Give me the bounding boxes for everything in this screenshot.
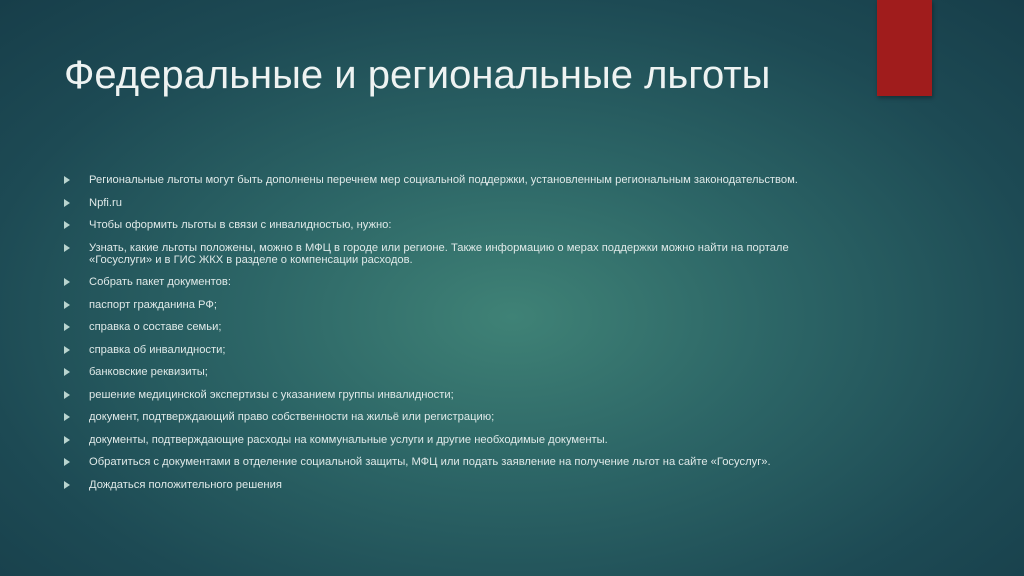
list-item-text: справка об инвалидности; xyxy=(89,343,226,356)
list-item xyxy=(64,344,804,356)
accent-bar xyxy=(877,0,932,96)
bullet-list xyxy=(64,174,804,501)
list-item xyxy=(64,219,804,231)
list-item xyxy=(64,174,804,186)
list-item-text: справка о составе семьи; xyxy=(89,321,222,333)
triangle-right-icon xyxy=(64,323,70,331)
list-item xyxy=(64,434,804,446)
list-item xyxy=(64,411,804,423)
list-item-text: документ, подтверждающий право собственности на жильё или регистрацию; xyxy=(89,411,495,423)
triangle-right-icon xyxy=(64,436,70,444)
triangle-right-icon xyxy=(64,244,70,252)
list-item xyxy=(64,276,804,288)
list-item-text: решение медицинской экспертизы с указанием группы инвалидности; xyxy=(89,388,454,401)
list-item-text: банковские реквизиты; xyxy=(89,366,208,378)
triangle-right-icon xyxy=(64,413,70,421)
list-item xyxy=(64,389,804,401)
list-item xyxy=(64,456,804,468)
list-item xyxy=(64,366,804,378)
list-item-text: Обратиться с документами в отделение социальной защиты, МФЦ или подать заявление на получение льгот на сайте «Госуслуг». xyxy=(89,456,771,468)
list-item-text: Региональные льготы могут быть дополнены перечнем мер социальной поддержки, установленным региональным законодательством. xyxy=(89,174,798,186)
triangle-right-icon xyxy=(64,368,70,376)
triangle-right-icon xyxy=(64,481,70,489)
list-item xyxy=(64,479,804,491)
list-item xyxy=(64,299,804,311)
list-item-text: паспорт гражданина РФ; xyxy=(89,298,218,311)
list-item-text: Дождаться положительного решения xyxy=(89,478,282,491)
triangle-right-icon xyxy=(64,346,70,354)
list-item xyxy=(64,242,804,266)
triangle-right-icon xyxy=(64,176,70,184)
list-item-text: документы, подтверждающие расходы на коммунальные услуги и другие необходимые документы. xyxy=(89,433,608,446)
list-item xyxy=(64,321,804,333)
list-item-text: Чтобы оформить льготы в связи с инвалидностью, нужно: xyxy=(89,219,392,231)
triangle-right-icon xyxy=(64,458,70,466)
list-item xyxy=(64,197,804,209)
list-item-text: Собрать пакет документов: xyxy=(89,276,231,288)
slide-title: Федеральные и региональные льготы xyxy=(64,53,771,97)
triangle-right-icon xyxy=(64,278,70,286)
triangle-right-icon xyxy=(64,391,70,399)
triangle-right-icon xyxy=(64,199,70,207)
list-item-text: Узнать, какие льготы положены, можно в МФЦ в городе или регионе. Также информацию о мерах поддержки можно найти на портале «Госуслуги» и в ГИС ЖКХ в разделе о компенсации расходов. xyxy=(89,241,789,266)
triangle-right-icon xyxy=(64,301,70,309)
list-item-text: Npfi.ru xyxy=(89,196,122,209)
triangle-right-icon xyxy=(64,221,70,229)
